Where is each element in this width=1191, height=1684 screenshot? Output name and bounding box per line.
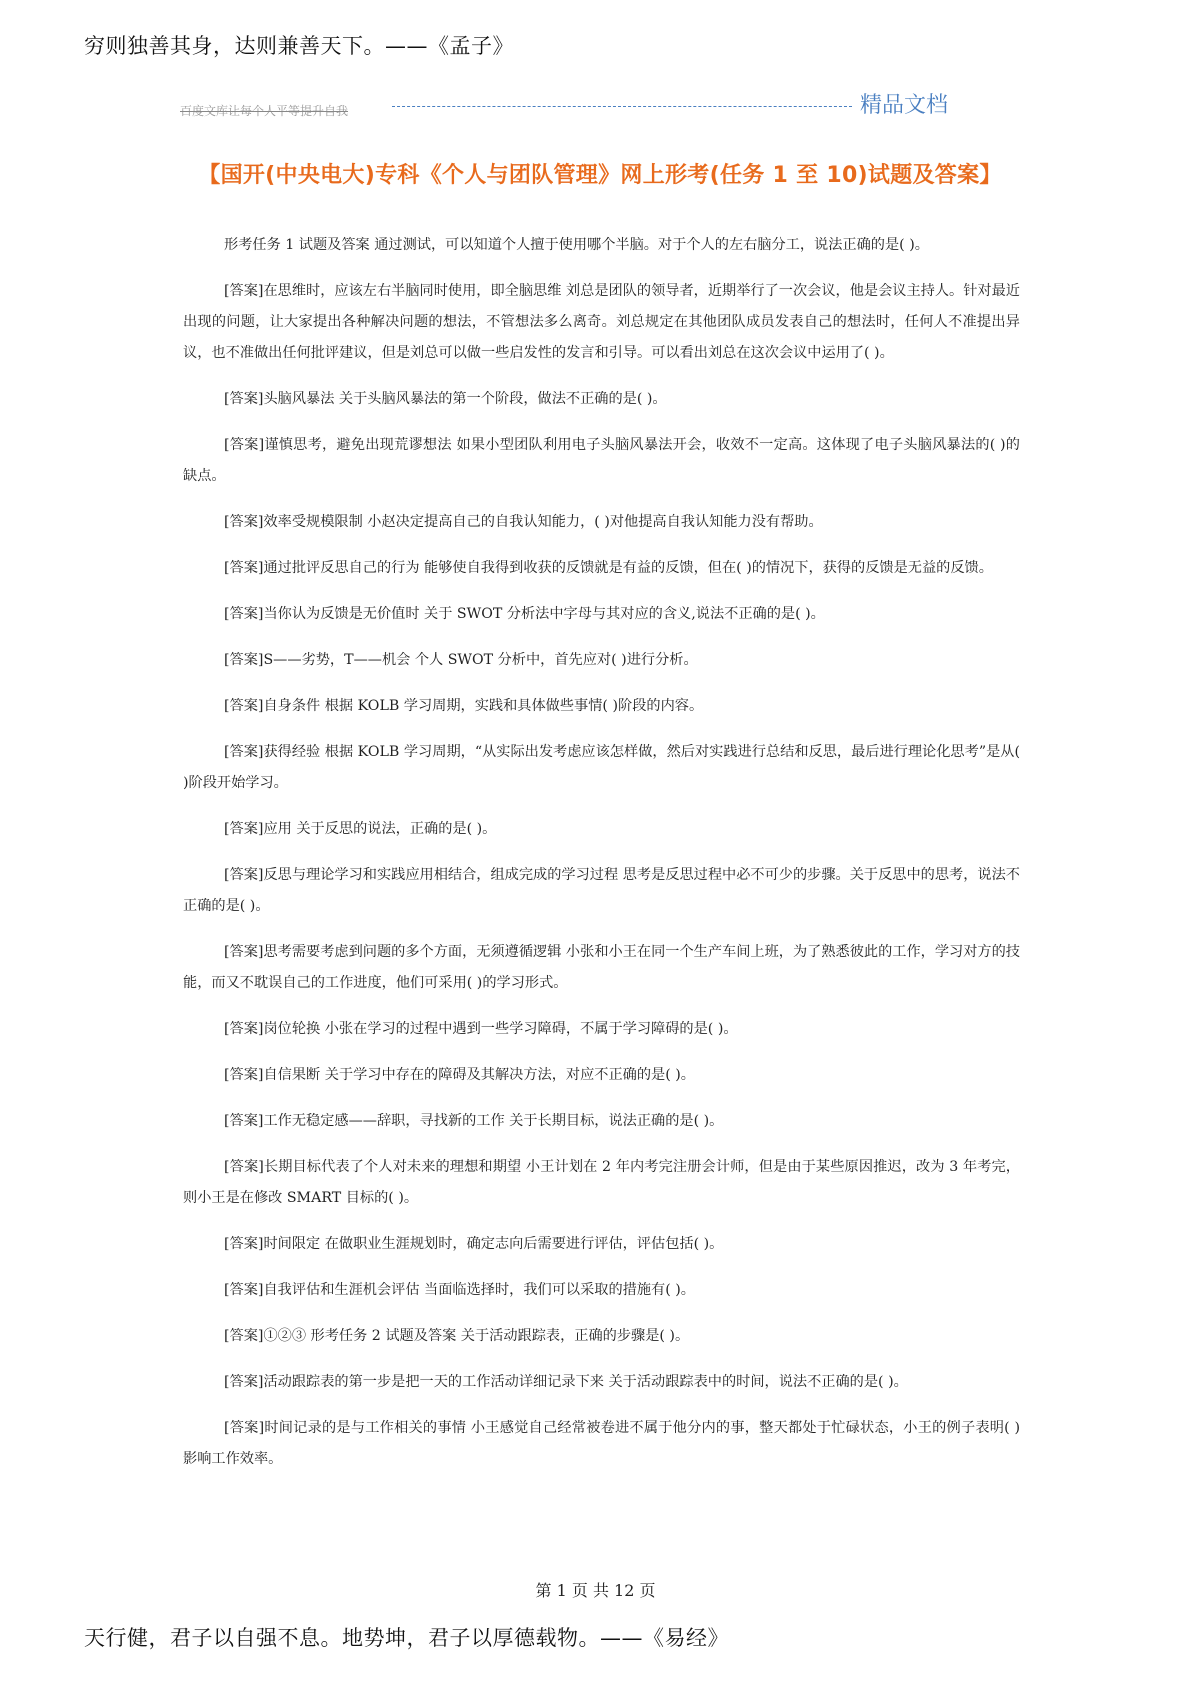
paragraph: [答案]自我评估和生涯机会评估 当面临选择时，我们可以采取的措施有( )。 xyxy=(224,1282,695,1298)
page-number: 第 1 页 共 12 页 xyxy=(535,1581,656,1600)
paragraph: [答案]活动跟踪表的第一步是把一天的工作活动详细记录下来 关于活动跟踪表中的时间，说法不正确的是( )。 xyxy=(224,1374,908,1390)
paragraph: [答案]在思维时，应该左右半脑同时使用，即全脑思维 刘总是团队的领导者，近期举行了一次会议，他是会议主持人。针对最近出现的问题，让大家提出各种解决问题的想法，不管想法多么离奇。刘总规定在其他团队成员发表自己的想法时，任何人不准提出异议，也不准做出任何批评建议，但是刘总可以做一些启发性的发言和引导。可以看出刘总在这次会议中运用了( )。 xyxy=(183,283,1020,361)
paragraph: [答案]S——劣势，T——机会 个人 SWOT 分析中，首先应对( )进行分析。 xyxy=(224,652,698,668)
paragraph: [答案]时间限定 在做职业生涯规划时，确定志向后需要进行评估，评估包括( )。 xyxy=(224,1236,724,1252)
paragraph: [答案]谨慎思考，避免出现荒谬想法 如果小型团队利用电子头脑风暴法开会，收效不一定高。这体现了电子头脑风暴法的( )的缺点。 xyxy=(183,437,1020,484)
paragraph: [答案]通过批评反思自己的行为 能够使自我得到收获的反馈就是有益的反馈，但在( )的情况下，获得的反馈是无益的反馈。 xyxy=(224,560,993,576)
document-title: 【国开(中央电大)专科《个人与团队管理》网上形考(任务 1 至 10)试题及答案】 xyxy=(198,163,1002,188)
paragraph: [答案]自身条件 根据 KOLB 学习周期，实践和具体做些事情( )阶段的内容。 xyxy=(224,698,704,714)
header-left-text: 百度文库让每个人平等提升自我 xyxy=(180,104,349,118)
paragraph: [答案]思考需要考虑到问题的多个方面，无须遵循逻辑 小张和小王在同一个生产车间上班，为了熟悉彼此的工作，学习对方的技能，而又不耽误自己的工作进度，他们可采用( )的学习形式。 xyxy=(183,944,1020,991)
header-right-text: 精品文档 xyxy=(860,93,949,118)
bottom-quote: 天行健，君子以自强不息。地势坤，君子以厚德载物。——《易经》 xyxy=(84,1626,729,1650)
paragraph: [答案]自信果断 关于学习中存在的障碍及其解决方法，对应不正确的是( )。 xyxy=(224,1067,695,1083)
top-quote: 穷则独善其身，达则兼善天下。——《孟子》 xyxy=(84,34,514,58)
paragraph: 形考任务 1 试题及答案 通过测试，可以知道个人擅于使用哪个半脑。对于个人的左右脑分工，说法正确的是( )。 xyxy=(224,237,929,253)
paragraph: [答案]当你认为反馈是无价值时 关于 SWOT 分析法中字母与其对应的含义,说法不正确的是( )。 xyxy=(224,606,825,622)
paragraph: [答案]反思与理论学习和实践应用相结合，组成完成的学习过程 思考是反思过程中必不可少的步骤。关于反思中的思考，说法不正确的是( )。 xyxy=(183,867,1020,914)
paragraph: [答案]工作无稳定感——辞职，寻找新的工作 关于长期目标，说法正确的是( )。 xyxy=(224,1113,724,1129)
header-dashed-rule xyxy=(392,106,852,107)
page-header xyxy=(180,92,960,122)
paragraph: [答案]效率受规模限制 小赵决定提高自己的自我认知能力，( )对他提高自我认知能力没有帮助。 xyxy=(224,514,823,530)
paragraph: [答案]岗位轮换 小张在学习的过程中遇到一些学习障碍，不属于学习障碍的是( )。 xyxy=(224,1021,738,1037)
paragraph: [答案]①②③ 形考任务 2 试题及答案 关于活动跟踪表，正确的步骤是( )。 xyxy=(224,1328,690,1344)
document-body xyxy=(183,230,1020,1490)
paragraph: [答案]时间记录的是与工作相关的事情 小王感觉自己经常被卷进不属于他分内的事，整天都处于忙碌状态，小王的例子表明( )影响工作效率。 xyxy=(183,1420,1020,1467)
paragraph: [答案]获得经验 根据 KOLB 学习周期，“从实际出发考虑应该怎样做，然后对实践进行总结和反思，最后进行理论化思考”是从( )阶段开始学习。 xyxy=(183,744,1020,791)
paragraph: [答案]长期目标代表了个人对未来的理想和期望 小王计划在 2 年内考完注册会计师，但是由于某些原因推迟，改为 3 年考完，则小王是在修改 SMART 目标的( )。 xyxy=(183,1159,1020,1206)
paragraph: [答案]应用 关于反思的说法，正确的是( )。 xyxy=(224,821,497,837)
paragraph: [答案]头脑风暴法 关于头脑风暴法的第一个阶段，做法不正确的是( )。 xyxy=(224,391,667,407)
